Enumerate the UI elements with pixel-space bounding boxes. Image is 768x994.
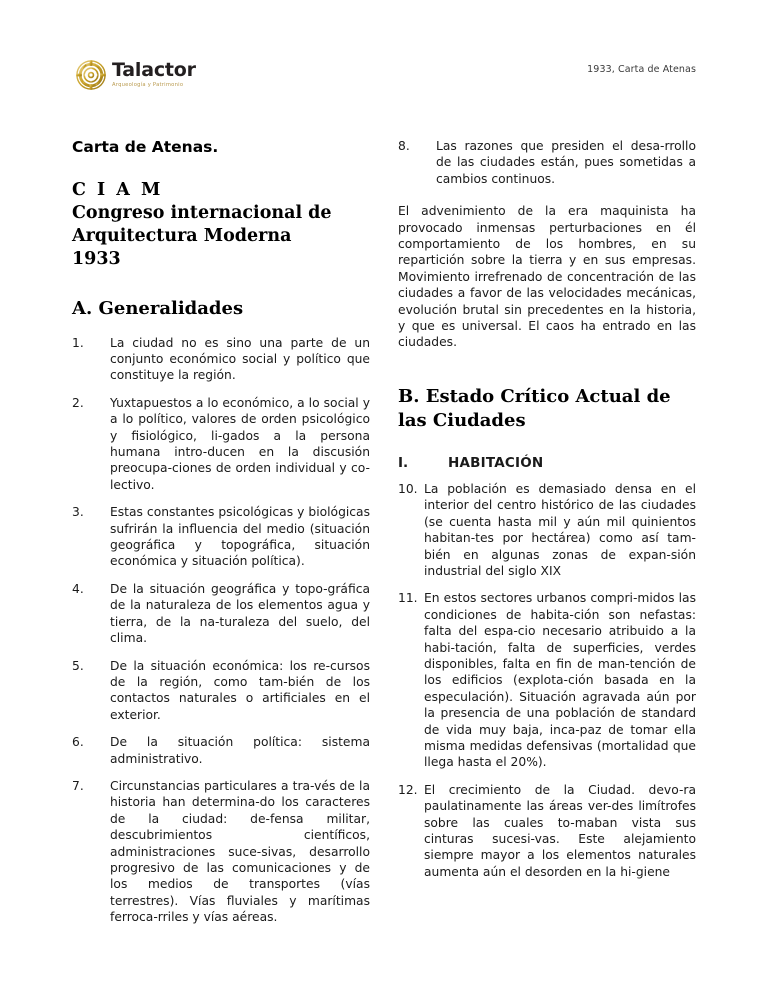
list-item-text: En estos sectores urbanos compri-midos las condiciones de habita-ción son nefastas: falta del espa-cio necesario atribuido a la habi-tación, falta de superficies, verdes disponibles, falta en fin de man-tención de los edificios (explota-ción basada en la especulación). Situación agravada aún por la presencia de una población de standard de vida muy baja, inca-paz de tomar ella misma medidas defensivas (mortalidad que llega hasta el 20%). bbox=[424, 591, 696, 770]
list-item-number: 1. bbox=[72, 335, 84, 350]
list-item-number: 6. bbox=[72, 735, 84, 750]
list-item-number: 5. bbox=[72, 658, 84, 673]
section-a-list-continued bbox=[398, 138, 696, 187]
list-item-text: De la situación política: sistema administrativo. bbox=[110, 735, 370, 766]
list-item-number: 11. bbox=[398, 591, 418, 606]
section-b-heading-line-2: las Ciudades bbox=[398, 409, 526, 431]
list-item-number: 10. bbox=[398, 481, 418, 496]
right-column bbox=[398, 138, 696, 926]
section-b-heading bbox=[398, 385, 696, 433]
list-item bbox=[72, 395, 370, 493]
section-a-list bbox=[72, 335, 370, 926]
left-column bbox=[72, 138, 370, 926]
list-item-text: Circunstancias particulares a tra-vés de la historia han determina-do los caracteres de la ciudad: de-fensa militar, descubrimientos científicos, administraciones suce-sivas, desarrollo progresivo de las comunicaciones y de los medios de transportes (vías terrestres). Vías fluviales y marítimas ferroca-rriles y vías aéreas. bbox=[110, 778, 370, 925]
list-item-number: 12. bbox=[398, 782, 418, 797]
list-item-number: 2. bbox=[72, 395, 84, 410]
section-b-list bbox=[398, 481, 696, 880]
list-item bbox=[72, 778, 370, 926]
section-b-heading-line-1: B. Estado Crítico Actual de bbox=[398, 385, 671, 407]
section-a-heading: A. Generalidades bbox=[72, 297, 244, 319]
intro-paragraph: El advenimiento de la era maquinista ha provocado inmensas perturbaciones en él comportamiento de los hombres, en su repartición sobre la tierra y en sus empresas. Movimiento irrefrenado de concentración de las ciudades a favor de las velocidades mecánicas, evolución brutal sin precedentes en la historia, y que es universal. El caos ha entrado en las ciudades. bbox=[398, 204, 696, 350]
list-item bbox=[72, 504, 370, 570]
two-column-body bbox=[72, 138, 696, 926]
subsection-roman-numeral: I. bbox=[398, 454, 409, 471]
list-item bbox=[72, 335, 370, 384]
list-item-text: Las razones que presiden el desa-rrollo de las ciudades están, pues sometidas a cambios continuos. bbox=[436, 139, 696, 186]
subsection-label: HABITACIÓN bbox=[448, 454, 544, 471]
list-item-text: De la situación geográfica y topo-gráfica de la naturaleza de los elementos agua y tierra, de la na-turaleza del suelo, del clima. bbox=[110, 581, 370, 646]
running-head: 1933, Carta de Atenas bbox=[587, 64, 696, 75]
list-item bbox=[398, 590, 696, 770]
list-item bbox=[72, 658, 370, 724]
congress-block bbox=[72, 179, 370, 271]
talactor-emblem-icon bbox=[76, 60, 106, 90]
list-item-number: 8. bbox=[398, 139, 410, 153]
list-item-number: 3. bbox=[72, 505, 84, 520]
list-item bbox=[398, 481, 696, 579]
document-title: Carta de Atenas. bbox=[72, 138, 219, 156]
list-item-text: Estas constantes psicológicas y biológicas sufrirán la influencia del medio (situación geográfica y topográfica, situación económica y situación política). bbox=[110, 505, 370, 569]
page-header bbox=[0, 0, 768, 118]
list-item-text: De la situación económica: los re-cursos de la región, como tam-bién de los contactos naturales o artificiales en el exterior. bbox=[110, 658, 370, 722]
list-item-number: 4. bbox=[72, 581, 84, 596]
list-item bbox=[72, 734, 370, 767]
congress-line-1: Congreso internacional de bbox=[72, 202, 332, 223]
logo-tagline: Arqueología y Patrimonio bbox=[112, 82, 184, 88]
logo-name: Talactor bbox=[112, 59, 196, 81]
list-item-text: El crecimiento de la Ciudad. devo-ra paulatinamente las áreas ver-des limítrofes sobre las cuales to-maban vista sus cinturas sucesi-vas. Este alejamiento siempre mayor a los elementos naturales aumenta aún el desorden en la hi-giene bbox=[424, 782, 696, 879]
logo-wordmark bbox=[112, 60, 196, 90]
congress-line-2: Arquitectura Moderna bbox=[72, 225, 292, 246]
list-item-text: La ciudad no es sino una parte de un conjunto económico social y político que constituye la región. bbox=[110, 335, 370, 383]
list-item bbox=[398, 782, 696, 880]
list-item-text: Yuxtapuestos a lo económico, a lo social y a lo político, valores de orden psicológico y fisiológico, li-gados a la persona humana intro-ducen en la discusión preocupa-ciones de orden individual y co-lectivo. bbox=[110, 395, 370, 492]
list-item bbox=[398, 138, 696, 187]
ciam-acronym: C I A M bbox=[72, 179, 163, 200]
subsection-habitacion bbox=[398, 455, 696, 471]
congress-year: 1933 bbox=[72, 248, 121, 269]
list-item-text: La población es demasiado densa en el interior del centro histórico de las ciudades (se cuenta hasta mil y aún mil quinientos habitan-tes por hectárea) como así tam-bién en algunas zonas de expan-sión industrial del siglo XIX bbox=[424, 481, 696, 578]
list-item bbox=[72, 581, 370, 647]
list-item-number: 7. bbox=[72, 778, 84, 793]
talactor-logo bbox=[76, 60, 196, 90]
